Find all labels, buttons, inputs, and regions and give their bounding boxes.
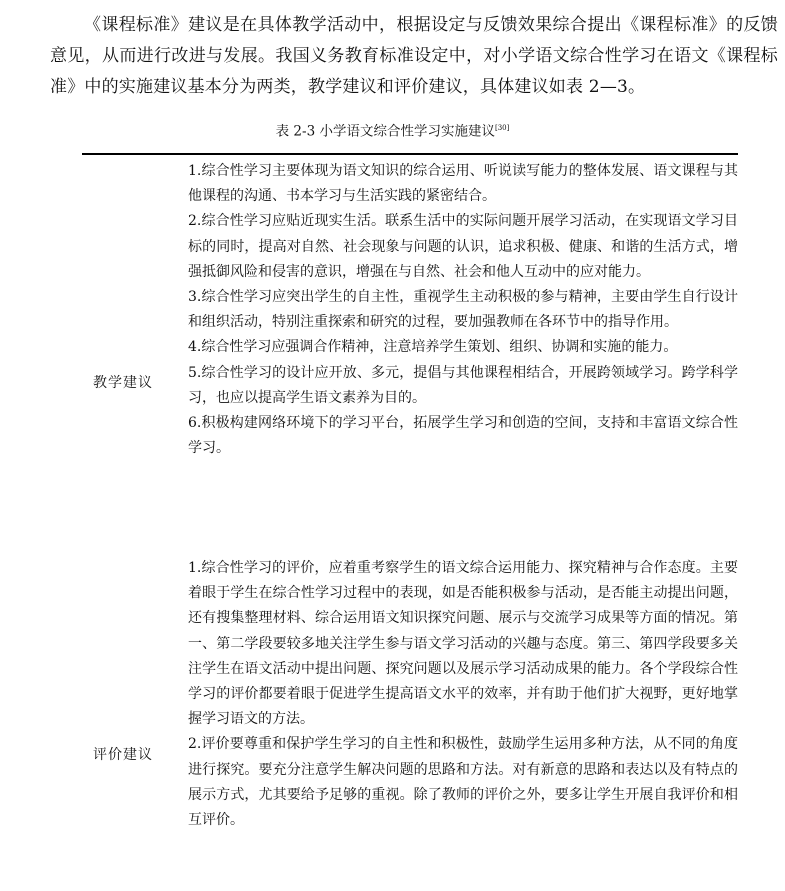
row-label-evaluation: 评价建议 [93,747,153,763]
list-item: 6.积极构建网络环境下的学习平台，拓展学生学习和创造的空间，支持和丰富语文综合性学习。 [188,415,738,457]
list-item: 4.综合性学习应强调合作精神，注意培养学生策划、组织、协调和实施的能力。 [188,339,678,356]
row-label-teaching: 教学建议 [93,375,153,391]
list-item: 5.综合性学习的设计应开放、多元，提倡与其他课程相结合，开展跨领域学习。跨学科学习，也应以提高学生语文素养为目的。 [188,364,738,406]
table-caption-text: 表 2-3 小学语文综合性学习实施建议 [275,123,495,140]
evaluation-suggestions [188,556,738,833]
table-top-rule [82,153,738,155]
table-caption-reference: [30] [494,124,510,132]
list-item: 2.评价要尊重和保护学生学习的自主性和积极性，鼓励学生运用多种方法，从不同的角度进行探究。要充分注意学生解决问题的思路和方法。对有新意的思路和表达以及有特点的展示方式，尤其要给予足够的重视。除了教师的评价之外，要多让学生开展自我评价和相互评价。 [188,736,738,829]
list-item: 1.综合性学习的评价，应着重考察学生的语文综合运用能力、探究精神与合作态度。主要着眼于学生在综合性学习过程中的表现，如是否能积极参与活动，是否能主动提出问题，还有搜集整理材料、综合运用语文知识探究问题、展示与交流学习成果等方面的情况。第一、第二学段要较多地关注学生参与语文学习活动的兴趣与态度。第三、第四学段要多关注学生在语文活动中提出问题、探究问题以及展示学习活动成果的能力。各个学段综合性学习的评价都要着眼于促进学生提高语文水平的效率，并有助于他们扩大视野，更好地掌握学习语文的方法。 [188,560,738,728]
list-item: 1.综合性学习主要体现为语文知识的综合运用、听说读写能力的整体发展、语文课程与其他课程的沟通、书本学习与生活实践的紧密结合。 [188,163,738,205]
list-item: 3.综合性学习应突出学生的自主性，重视学生主动积极的参与精神，主要由学生自行设计和组织活动，特别注重探索和研究的过程，要加强教师在各环节中的指导作用。 [188,289,738,331]
teaching-suggestions [188,159,738,461]
intro-paragraph: 《课程标准》建议是在具体教学活动中，根据设定与反馈效果综合提出《课程标准》的反馈意见，从而进行改进与发展。我国义务教育标准设定中，对小学语文综合性学习在语文《课程标准》中的实施建议基本分为两类，教学建议和评价建议，具体建议如表 2—3。 [50,15,778,97]
table-caption [0,118,785,142]
list-item: 2.综合性学习应贴近现实生活。联系生活中的实际问题开展学习活动，在实现语文学习目标的同时，提高对自然、社会现象与问题的认识，追求积极、健康、和谐的生活方式，增强抵御风险和侵害的意识，增强在与自然、社会和他人互动中的应对能力。 [188,213,738,280]
